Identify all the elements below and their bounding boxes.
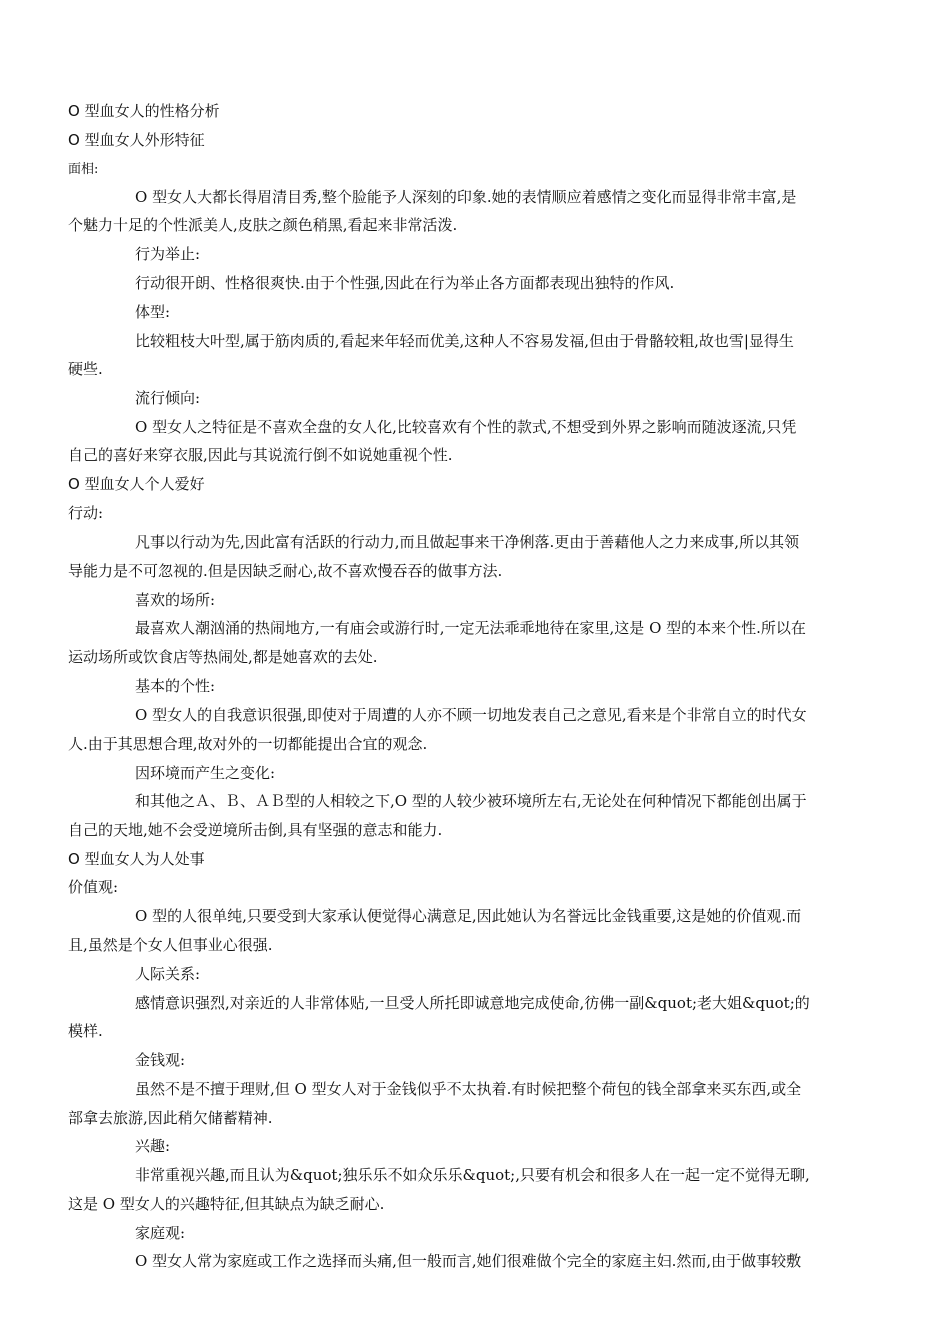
document-title: O 型血女人的性格分析	[68, 102, 220, 120]
subheading-label: 价值观:	[68, 878, 119, 896]
paragraph-line: 最喜欢人潮汹涌的热闹地方,一有庙会或游行时,一定无法乖乖地待在家里,这是 O 型的本来个性.所以在	[135, 619, 806, 637]
paragraph-line: 个魅力十足的个性派美人,皮肤之颜色稍黑,看起来非常活泼.	[68, 216, 458, 234]
paragraph-line: 虽然不是不擅于理财,但 O 型女人对于金钱似乎不太执着.有时候把整个荷包的钱全部拿来买东西,或全	[135, 1080, 802, 1098]
paragraph-line: O 型女人大都长得眉清目秀,整个脸能予人深刻的印象.她的表情顺应着感情之变化而显得非常丰富,是	[135, 188, 797, 206]
subheading-label: 人际关系:	[135, 965, 201, 983]
subheading-label: 体型:	[135, 303, 171, 321]
subheading-label: 金钱观:	[135, 1051, 186, 1069]
subheading-label: 行动:	[68, 504, 104, 522]
subheading-label: 面相:	[68, 162, 99, 177]
subheading-label: 兴趣:	[135, 1137, 171, 1155]
subheading-label: 基本的个性:	[135, 677, 216, 695]
section-heading: O 型血女人个人爱好	[68, 475, 205, 493]
paragraph-line: O 型女人之特征是不喜欢全盘的女人化,比较喜欢有个性的款式,不想受到外界之影响而随波逐流,只凭	[135, 418, 797, 436]
subheading-label: 因环境而产生之变化:	[135, 764, 276, 782]
section-heading: O 型血女人为人处事	[68, 850, 205, 868]
paragraph-line: O 型女人常为家庭或工作之选择而头痛,但一般而言,她们很难做个完全的家庭主妇.然而,由于做事较敷	[135, 1252, 802, 1270]
paragraph-line: 且,虽然是个女人但事业心很强.	[68, 936, 273, 954]
paragraph-line: 自己的天地,她不会受逆境所击倒,具有坚强的意志和能力.	[68, 821, 443, 839]
paragraph-line: 硬些.	[68, 360, 103, 378]
subheading-label: 家庭观:	[135, 1224, 186, 1242]
paragraph-line: O 型女人的自我意识很强,即使对于周遭的人亦不顾一切地发表自己之意见,看来是个非常自立的时代女	[135, 706, 807, 724]
paragraph-line: 部拿去旅游,因此稍欠储蓄精神.	[68, 1109, 273, 1127]
paragraph-line: 比较粗枝大叶型,属于筋肉质的,看起来年轻而优美,这种人不容易发福,但由于骨骼较粗,故也雪|显得生	[135, 332, 794, 350]
paragraph-line: 这是 O 型女人的兴趣特征,但其缺点为缺乏耐心.	[68, 1195, 385, 1213]
paragraph-line: 行动很开朗、性格很爽快.由于个性强,因此在行为举止各方面都表现出独特的作风.	[135, 274, 675, 292]
paragraph-line: 导能力是不可忽视的.但是因缺乏耐心,故不喜欢慢吞吞的做事方法.	[68, 562, 503, 580]
paragraph-line: O 型的人很单纯,只要受到大家承认便觉得心满意足,因此她认为名誉远比金钱重要,这是她的价值观.而	[135, 907, 802, 925]
paragraph-line: 凡事以行动为先,因此富有活跃的行动力,而且做起事来干净俐落.更由于善藉他人之力来成事,所以其领	[135, 533, 800, 551]
paragraph-line: 人.由于其思想合理,故对外的一切都能提出合宜的观念.	[68, 735, 428, 753]
paragraph-line: 非常重视兴趣,而且认为&quot;独乐乐不如众乐乐&quot;,只要有机会和很多人在一起一定不觉得无聊,	[135, 1166, 810, 1184]
paragraph-line: 和其他之Ａ、Ｂ、ＡＢ型的人相较之下,O 型的人较少被环境所左右,无论处在何种情况下都能创出属于	[135, 792, 807, 810]
paragraph-line: 模样.	[68, 1022, 103, 1040]
paragraph-line: 感情意识强烈,对亲近的人非常体贴,一旦受人所托即诚意地完成使命,彷佛一副&quot;老大姐&quot;的	[135, 994, 810, 1012]
section-heading: O 型血女人外形特征	[68, 131, 205, 149]
subheading-label: 行为举止:	[135, 245, 201, 263]
paragraph-line: 自己的喜好来穿衣服,因此与其说流行倒不如说她重视个性.	[68, 446, 453, 464]
paragraph-line: 运动场所或饮食店等热闹处,都是她喜欢的去处.	[68, 648, 378, 666]
subheading-label: 流行倾向:	[135, 389, 201, 407]
subheading-label: 喜欢的场所:	[135, 591, 216, 609]
